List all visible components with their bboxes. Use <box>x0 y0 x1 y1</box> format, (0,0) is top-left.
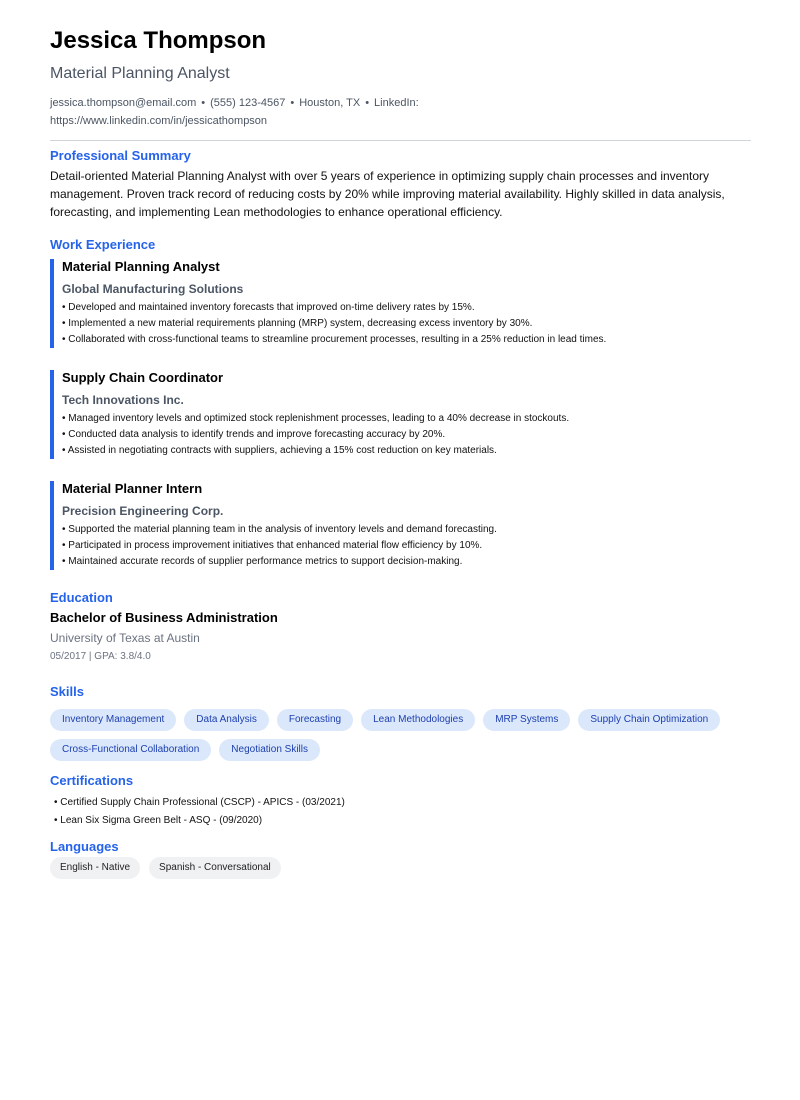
job-title: Material Planner Intern <box>62 481 203 496</box>
job-bullet: • Assisted in negotiating contracts with suppliers, achieving a 15% cost reduction on key materials. <box>62 445 497 456</box>
summary-text: Detail-oriented Material Planning Analyst with over 5 years of experience in optimizing supply chain processes and inventory management. Proven track record of reducing costs by 20% while improving material availability. Highly skilled in data analysis, forecasting, and implementing Lean methodologies to enhance operational efficiency. <box>50 169 725 219</box>
linkedin-label: LinkedIn: <box>374 97 419 109</box>
skill-chip: MRP Systems <box>483 709 570 731</box>
job-bullet: • Implemented a new material requirements planning (MRP) system, decreasing excess inventory by 30%. <box>62 318 533 329</box>
skill-chip: Forecasting <box>277 709 353 731</box>
certification-item: • Certified Supply Chain Professional (CSCP) - APICS - (03/2021) <box>54 797 345 808</box>
skill-chip: Negotiation Skills <box>219 739 320 761</box>
skills-list <box>50 709 751 761</box>
language-chip: English - Native <box>50 857 140 879</box>
job-entry <box>50 481 751 570</box>
job-company: Precision Engineering Corp. <box>62 504 224 518</box>
skill-chip: Data Analysis <box>184 709 269 731</box>
language-chip: Spanish - Conversational <box>149 857 281 879</box>
job-bullet: • Supported the material planning team in the analysis of inventory levels and demand forecasting. <box>62 524 497 535</box>
skills-section <box>50 684 751 761</box>
job-company: Tech Innovations Inc. <box>62 393 184 407</box>
summary-section <box>50 148 751 221</box>
job-bullet: • Managed inventory levels and optimized stock replenishment processes, leading to a 40% decrease in stockouts. <box>62 413 570 424</box>
job-bullet: • Developed and maintained inventory forecasts that improved on-time delivery rates by 15%. <box>62 302 475 313</box>
candidate-name: Jessica Thompson <box>50 27 267 54</box>
education-section <box>50 590 751 664</box>
job-bullet: • Collaborated with cross-functional teams to streamline procurement processes, resulting in a 25% reduction in lead times. <box>62 334 607 345</box>
education-meta: 05/2017 | GPA: 3.8/4.0 <box>50 651 151 662</box>
section-heading-languages: Languages <box>50 839 119 854</box>
contact-separator: • <box>365 97 370 109</box>
section-heading-experience: Work Experience <box>50 237 156 252</box>
location-text: Houston, TX <box>299 97 361 109</box>
job-accent-bar <box>50 259 54 348</box>
skill-chip: Cross-Functional Collaboration <box>50 739 211 761</box>
email-link[interactable]: jessica.thompson@email.com <box>50 97 197 109</box>
job-title: Supply Chain Coordinator <box>62 370 224 385</box>
contact-info <box>50 94 470 130</box>
job-bullets <box>62 522 751 570</box>
section-heading-certifications: Certifications <box>50 773 134 788</box>
job-bullets <box>62 300 751 348</box>
phone-text: (555) 123-4567 <box>210 97 286 109</box>
contact-separator: • <box>290 97 295 109</box>
skill-chip: Inventory Management <box>50 709 176 731</box>
candidate-title: Material Planning Analyst <box>50 65 230 82</box>
contact-separator: • <box>201 97 206 109</box>
job-bullets <box>62 411 751 459</box>
education-school: University of Texas at Austin <box>50 631 200 645</box>
certifications-list <box>54 794 751 830</box>
skill-chip: Lean Methodologies <box>361 709 475 731</box>
header-divider <box>50 140 751 141</box>
section-heading-skills: Skills <box>50 684 84 699</box>
job-company: Global Manufacturing Solutions <box>62 282 244 296</box>
certifications-section <box>50 773 751 830</box>
section-heading-education: Education <box>50 590 113 605</box>
job-bullet: • Participated in process improvement initiatives that enhanced material flow efficiency by 10%. <box>62 540 483 551</box>
experience-section <box>50 237 751 570</box>
skill-chip: Supply Chain Optimization <box>578 709 720 731</box>
section-heading-summary: Professional Summary <box>50 148 191 163</box>
job-entry <box>50 370 751 459</box>
linkedin-link[interactable]: https://www.linkedin.com/in/jessicathompson <box>50 115 268 127</box>
job-bullet: • Conducted data analysis to identify trends and improve forecasting accuracy by 20%. <box>62 429 446 440</box>
job-bullet: • Maintained accurate records of supplier performance metrics to support decision-making. <box>62 556 463 567</box>
resume-page <box>50 26 751 879</box>
education-degree: Bachelor of Business Administration <box>50 610 278 625</box>
job-title: Material Planning Analyst <box>62 259 220 274</box>
languages-list <box>50 857 751 879</box>
certification-item: • Lean Six Sigma Green Belt - ASQ - (09/2020) <box>54 815 263 826</box>
job-entry <box>50 259 751 348</box>
languages-section <box>50 839 751 879</box>
job-accent-bar <box>50 481 54 570</box>
job-accent-bar <box>50 370 54 459</box>
